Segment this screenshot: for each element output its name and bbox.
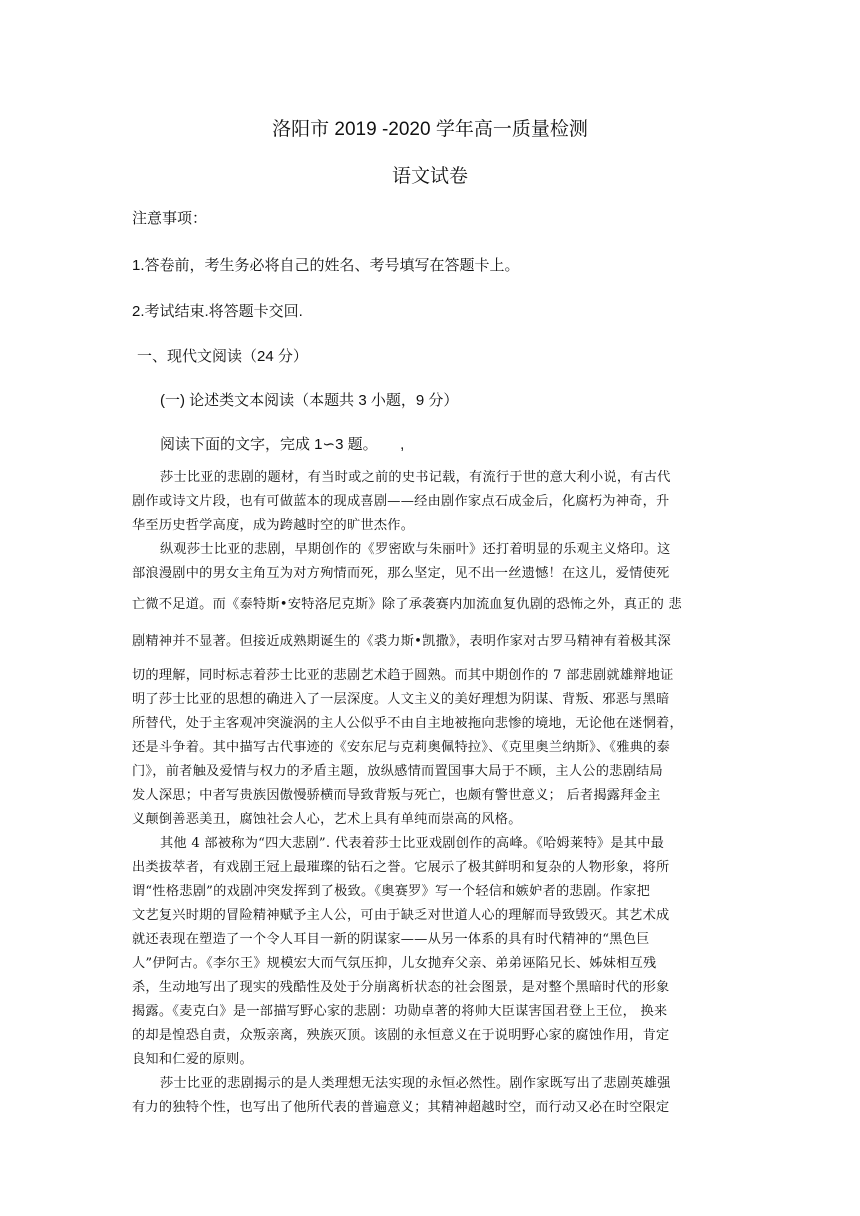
passage-line: 文艺复兴时期的冒险精神赋予主人公，可由于缺乏对世道人心的理解而导致毁灭。其艺术成 [132, 908, 670, 923]
passage-line: 剧作或诗文片段，也有可做蓝本的现成喜剧——经由剧作家点石成金后，化腐朽为神奇，升 [132, 494, 670, 509]
passage-line: 的却是惶恐自责，众叛亲离，殃族灭顶。该剧的永恒意义在于说明野心家的腐蚀作用，肯定 [132, 1028, 670, 1043]
passage-line: 还是斗争着。其中描写古代事迹的《安东尼与克莉奥佩特拉》、《克里奥兰纳斯》、《雅典的泰 [132, 740, 670, 755]
passage-line: 有力的独特个性，也写出了他所代表的普遍意义；其精神超越时空，而行动又必在时空限定 [132, 1100, 670, 1115]
section-heading: 一、现代文阅读（24 分） [137, 348, 308, 365]
passage-line: 良知和仁爱的原则。 [132, 1052, 253, 1067]
passage-line: 发人深思；中者写贵族因傲慢骄横而导致背叛与死亡，也颇有警世意义； 后者揭露拜金主 [132, 788, 661, 803]
passage-line: 就还表现在塑造了一个令人耳目一新的阴谋家——从另一体系的具有时代精神的“黑色巨 [132, 932, 650, 947]
passage-line: 部浪漫剧中的男女主角互为对方殉情而死，那么坚定，见不出一丝遗憾！在这儿，爱情使死 [132, 566, 670, 581]
subsection-heading: (一) 论述类文本阅读（本题共 3 小题，9 分） [160, 392, 459, 409]
passage-line: 明了莎士比亚的思想的确进入了一层深度。人文主义的美好理想为阴谋、背叛、邪恶与黑暗 [132, 692, 670, 707]
passage-line: 人”伊阿古。《李尔王》规模宏大而气氛压抑，儿女抛弃父亲、弟弟诬陷兄长、姊妹相互残 [132, 956, 657, 971]
passage-line: 出类拔萃者，有戏剧王冠上最璀璨的钻石之誉。它展示了极其鲜明和复杂的人物形象，将所 [132, 860, 670, 875]
notice-item: 1.答卷前，考生务必将自己的姓名、考号填写在答题卡上。 [132, 257, 520, 274]
passage-line: 揭露。《麦克白》是一部描写野心家的悲剧：功勋卓著的将帅大臣谋害国君登上王位， 换来 [132, 1004, 668, 1019]
passage-line: 杀，生动地写出了现实的残酷性及处于分崩离析状态的社会图景，是对整个黑暗时代的形象 [132, 980, 670, 995]
passage-line: 切的理解，同时标志着莎士比亚的悲剧艺术趋于圆熟。而其中期创作的 7 部悲剧就雄辩地证 [132, 668, 674, 683]
passage-line: 剧精神并不显著。但接近成熟期诞生的《裘力斯•凯撒》，表明作家对古罗马精神有着极其深 [132, 634, 671, 649]
passage-line: 纵观莎士比亚的悲剧，早期创作的《罗密欧与朱丽叶》还打着明显的乐观主义烙印。这 [160, 542, 671, 557]
passage-line: 谓“性格悲剧”的戏剧冲突发挥到了极致。《奥赛罗》写一个轻信和嫉妒者的悲剧。作家把 [132, 884, 651, 899]
passage-line: 义颠倒善恶美丑，腐蚀社会人心，艺术上具有单纯而崇高的风格。 [132, 812, 522, 827]
passage-line: 莎士比亚的悲剧揭示的是人类理想无法实现的永恒必然性。剧作家既写出了悲剧英雄强 [160, 1076, 671, 1091]
passage-line: 门》，前者触及爱情与权力的矛盾主题，放纵感情而置国事大局于不顾，主人公的悲剧结局 [132, 764, 663, 779]
passage-line: 莎士比亚的悲剧的题材，有当时或之前的史书记载，有流行于世的意大利小说，有古代 [160, 470, 671, 485]
notice-item: 2.考试结束.将答题卡交回. [132, 303, 303, 320]
page-subtitle: 语文试卷 [391, 166, 468, 187]
notice-heading: 注意事项： [132, 210, 208, 227]
page-title: 洛阳市 2019 -2020 学年高一质量检测 [272, 119, 588, 140]
passage-line: 所替代，处于主客观冲突漩涡的主人公似乎不由自主地被拖向悲惨的境地，无论他在迷惘着， [132, 716, 683, 731]
passage-line: 华至历史哲学高度，成为跨越时空的旷世杰作。 [132, 518, 415, 533]
passage-line: 其他 4 部被称为“四大悲剧”. 代表着莎士比亚戏剧创作的高峰。《哈姆莱特》是其中最 [160, 836, 665, 851]
instruction-text: 阅读下面的文字，完成 1∽3 题。 , [160, 436, 405, 453]
passage-line: 亡微不足道。而《泰特斯•安特洛尼克斯》除了承袭赛内加流血复仇剧的恐怖之外，真正的 悲 [132, 597, 682, 612]
